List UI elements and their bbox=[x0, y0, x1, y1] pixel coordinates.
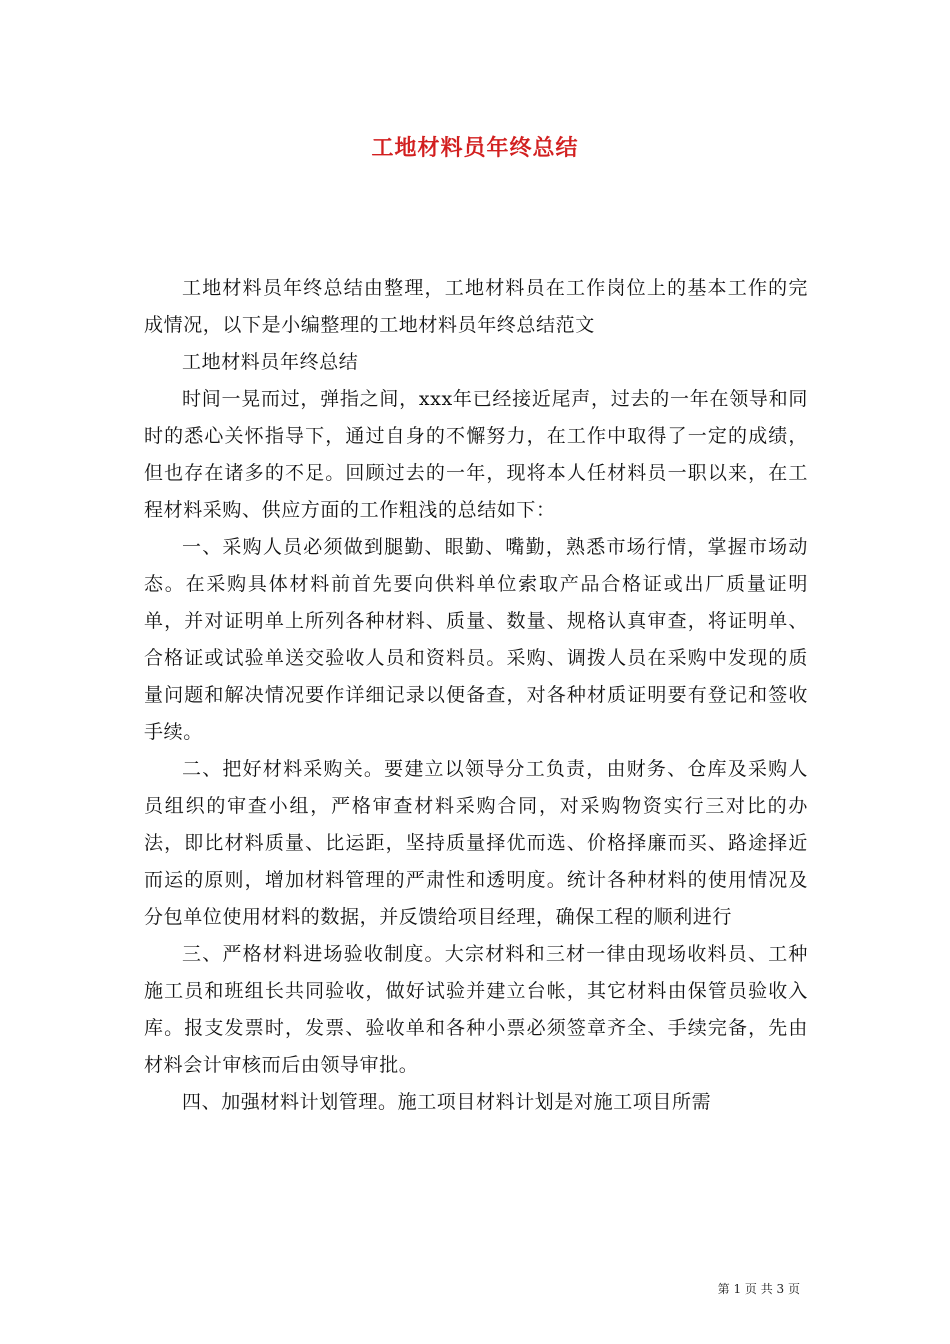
section-heading: 工地材料员年终总结 bbox=[182, 351, 359, 373]
paragraph-point-3: 三、严格材料进场验收制度。大宗材料和三材一律由现场收料员、工种施工员和班组长共同验收，做好试验并建立台帐，其它材料由保管员验收入库。报支发票时，发票、验收单和各种小票必须签章齐全、手续完备，先由材料会计审核而后由领导审批。 bbox=[144, 943, 808, 1076]
page-number-footer: 第 1 页 共 3 页 bbox=[717, 1282, 800, 1296]
document-title: 工地材料员年终总结 bbox=[371, 136, 579, 161]
paragraph-point-2: 二、把好材料采购关。要建立以领导分工负责，由财务、仓库及采购人员组织的审查小组，严格审查材料采购合同，对采购物资实行三对比的办法，即比材料质量、比运距，坚持质量择优而选、价格择廉而买、路途择近而运的原则，增加材料管理的严肃性和透明度。统计各种材料的使用情况及分包单位使用材料的数据，并反馈给项目经理，确保工程的顺利进行 bbox=[144, 758, 808, 928]
paragraph-opening: 时间一晃而过，弹指之间，xxx年已经接近尾声，过去的一年在领导和同时的悉心关怀指导下，通过自身的不懈努力，在工作中取得了一定的成绩，但也存在诸多的不足。回顾过去的一年，现将本人任材料员一职以来，在工程材料采购、供应方面的工作粗浅的总结如下： bbox=[144, 388, 808, 521]
intro-paragraph: 工地材料员年终总结由整理，工地材料员在工作岗位上的基本工作的完成情况，以下是小编整理的工地材料员年终总结范文 bbox=[144, 277, 808, 336]
document-body bbox=[144, 270, 808, 1121]
paragraph-point-1: 一、采购人员必须做到腿勤、眼勤、嘴勤，熟悉市场行情，掌握市场动态。在采购具体材料前首先要向供料单位索取产品合格证或出厂质量证明单，并对证明单上所列各种材料、质量、数量、规格认真审查，将证明单、合格证或试验单送交验收人员和资料员。采购、调拨人员在采购中发现的质量问题和解决情况要作详细记录以便备查，对各种材质证明要有登记和签收手续。 bbox=[144, 536, 808, 743]
paragraph-point-4: 四、加强材料计划管理。施工项目材料计划是对施工项目所需 bbox=[182, 1091, 712, 1113]
